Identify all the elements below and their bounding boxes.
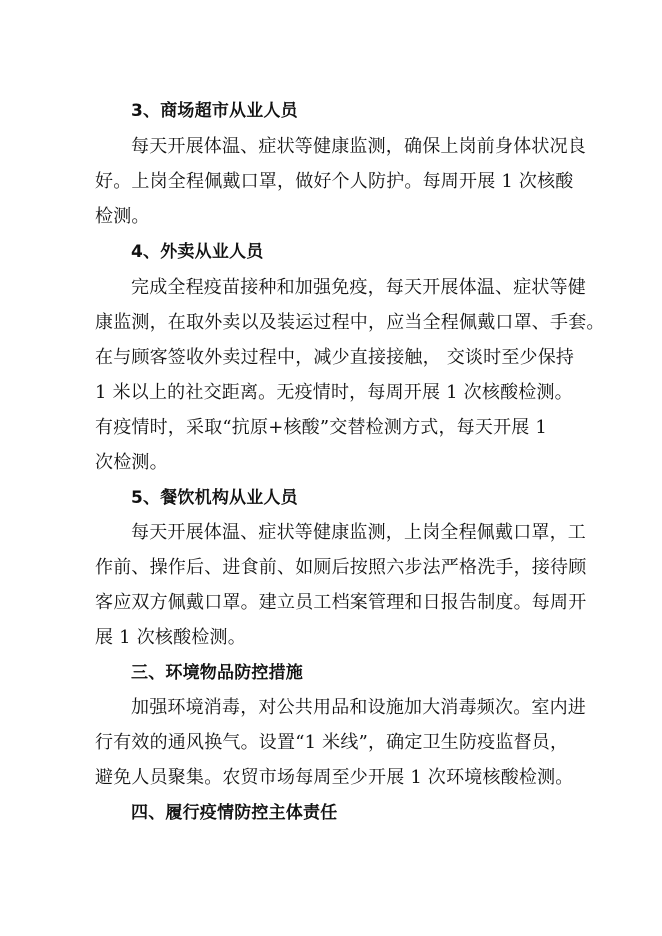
body-text-line: 作前、操作后、进食前、如厕后按照六步法严格洗手，接待顾: [95, 557, 587, 578]
body-text-line: 检测。: [95, 206, 150, 227]
body-text-line: 康监测，在取外卖以及装运过程中，应当全程佩戴口罩、手套。: [95, 312, 605, 333]
body-text-line: 有疫情时，采取“抗原+核酸”交替检测方式，每天开展 1: [95, 417, 548, 438]
body-text-line: 1 米以上的社交距离。无疫情时，每周开展 1 次核酸检测。: [95, 382, 573, 403]
body-text-line: 避免人员聚集。农贸市场每周至少开展 1 次环境核酸检测。: [95, 767, 574, 788]
body-text-line: 行有效的通风换气。设置“1 米线”，确定卫生防疫监督员，: [95, 732, 569, 753]
section-heading-catering-staff: 5、餐饮机构从业人员: [131, 488, 298, 508]
section-heading-delivery-staff: 4、外卖从业人员: [131, 242, 264, 262]
section-heading-shopping-mall-staff: 3、商场超市从业人员: [131, 101, 298, 121]
section-heading-main-responsibility: 四、履行疫情防控主体责任: [131, 803, 338, 823]
body-text-line: 展 1 次核酸检测。: [95, 627, 246, 648]
body-text-line: 加强环境消毒，对公共用品和设施加大消毒频次。室内进: [131, 697, 586, 718]
body-text-line: 客应双方佩戴口罩。建立员工档案管理和日报告制度。每周开: [95, 592, 587, 613]
body-text-line: 每天开展体温、症状等健康监测，确保上岗前身体状况良: [131, 136, 586, 157]
body-text-line: 完成全程疫苗接种和加强免疫，每天开展体温、症状等健: [131, 277, 586, 298]
body-text-line: 在与顾客签收外卖过程中，减少直接接触， 交谈时至少保持: [95, 347, 575, 368]
section-heading-environment-measures: 三、环境物品防控措施: [131, 663, 303, 683]
body-text-line: 好。上岗全程佩戴口罩，做好个人防护。每周开展 1 次核酸: [95, 171, 574, 192]
body-text-line: 每天开展体温、症状等健康监测，上岗全程佩戴口罩，工: [131, 522, 586, 543]
body-text-line: 次检测。: [95, 452, 168, 473]
